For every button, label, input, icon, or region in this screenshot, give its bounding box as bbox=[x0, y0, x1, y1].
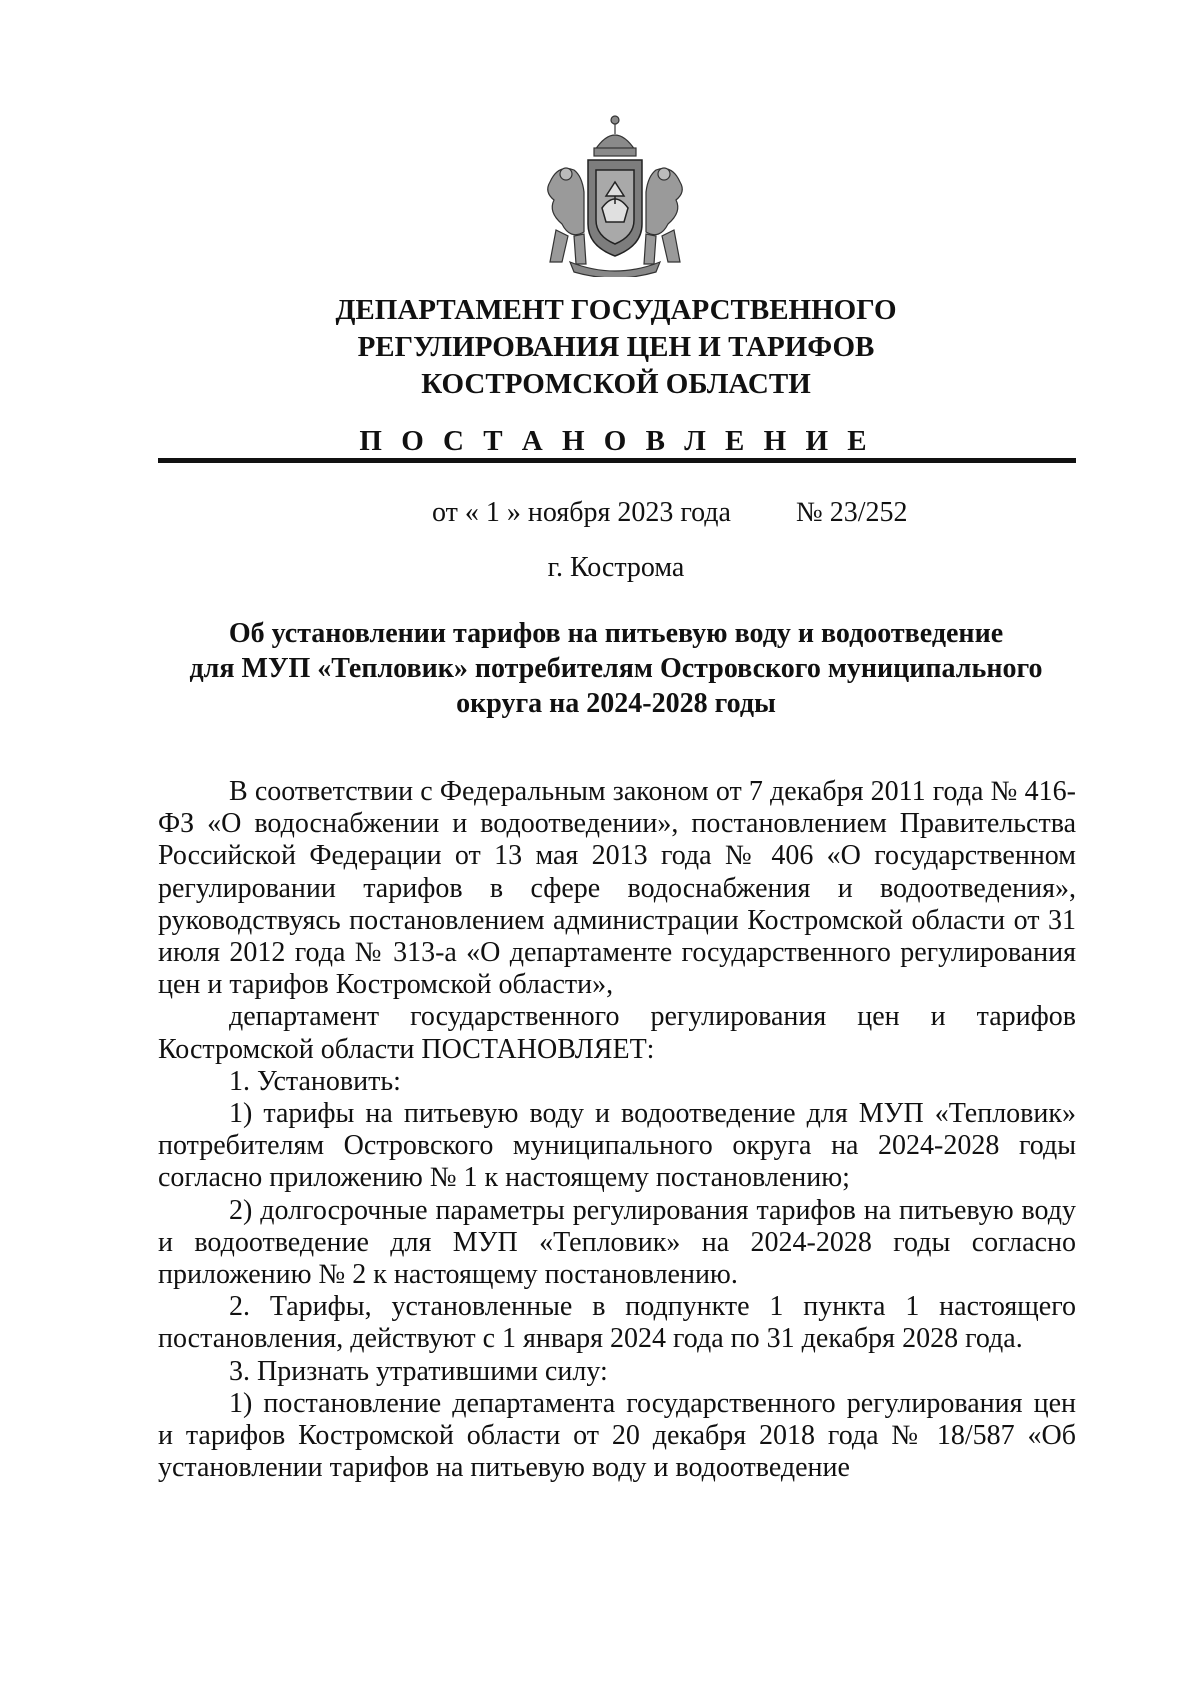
body-paragraph: 1) постановление департамента государственного регулирования цен и тарифов Костромской области от 20 декабря 2018 года № 18/587 «Об установлении тарифов на питьевую воду и водоотведение bbox=[158, 1387, 1076, 1484]
header-divider bbox=[158, 458, 1076, 463]
body-paragraph: В соответствии с Федеральным законом от 7 декабря 2011 года № 416-ФЗ «О водоснабжении и водоотведении», постановлением Правительства Российской Федерации от 13 мая 2013 года № 406 «О государственном регулировании тарифов в сфере водоснабжения и водоотведения», руководствуясь постановлением администрации Костромской области от 31 июля 2012 года № 313-а «О департаменте государственного регулирования цен и тарифов Костромской области», bbox=[158, 776, 1076, 1001]
body-paragraph: 1) тарифы на питьевую воду и водоотведение для МУП «Тепловик» потребителям Островского муниципального округа на 2024-2028 годы согласно приложению № 1 к настоящему постановлению; bbox=[158, 1098, 1076, 1194]
title-line: Об установлении тарифов на питьевую воду и водоотведение bbox=[228, 618, 1004, 649]
department-line: ДЕПАРТАМЕНТ ГОСУДАРСТВЕННОГО bbox=[335, 294, 897, 326]
body-paragraph: 3. Признать утратившими силу: bbox=[229, 1355, 608, 1387]
body-paragraph: 2. Тарифы, установленные в подпункте 1 пункта 1 настоящего постановления, действуют с 1 января 2024 года по 31 декабря 2028 года. bbox=[158, 1291, 1076, 1355]
kostroma-coat-of-arms-icon bbox=[540, 112, 690, 277]
document-date: от « 1 » ноября 2023 года bbox=[432, 497, 731, 528]
department-line: РЕГУЛИРОВАНИЯ ЦЕН И ТАРИФОВ bbox=[357, 331, 875, 363]
body-paragraph: департамент государственного регулирования цен и тарифов Костромской области ПОСТАНОВЛЯЕТ: bbox=[158, 1001, 1076, 1065]
document-type: П О С Т А Н О В Л Е Н И Е bbox=[359, 425, 873, 457]
body-paragraph: 2) долгосрочные параметры регулирования тарифов на питьевую воду и водоотведение для МУП «Тепловик» на 2024-2028 годы согласно приложению № 2 к настоящему постановлению. bbox=[158, 1194, 1076, 1291]
title-line: для МУП «Тепловик» потребителям Островского муниципального bbox=[189, 653, 1043, 684]
document-city: г. Кострома bbox=[547, 552, 685, 583]
department-line: КОСТРОМСКОЙ ОБЛАСТИ bbox=[421, 368, 811, 400]
body-paragraph: 1. Установить: bbox=[229, 1065, 401, 1097]
document-body bbox=[158, 776, 1076, 1484]
department-name bbox=[150, 292, 1082, 403]
document-title bbox=[150, 616, 1082, 721]
document-number: № 23/252 bbox=[796, 497, 908, 528]
title-line: округа на 2024-2028 годы bbox=[456, 688, 776, 719]
